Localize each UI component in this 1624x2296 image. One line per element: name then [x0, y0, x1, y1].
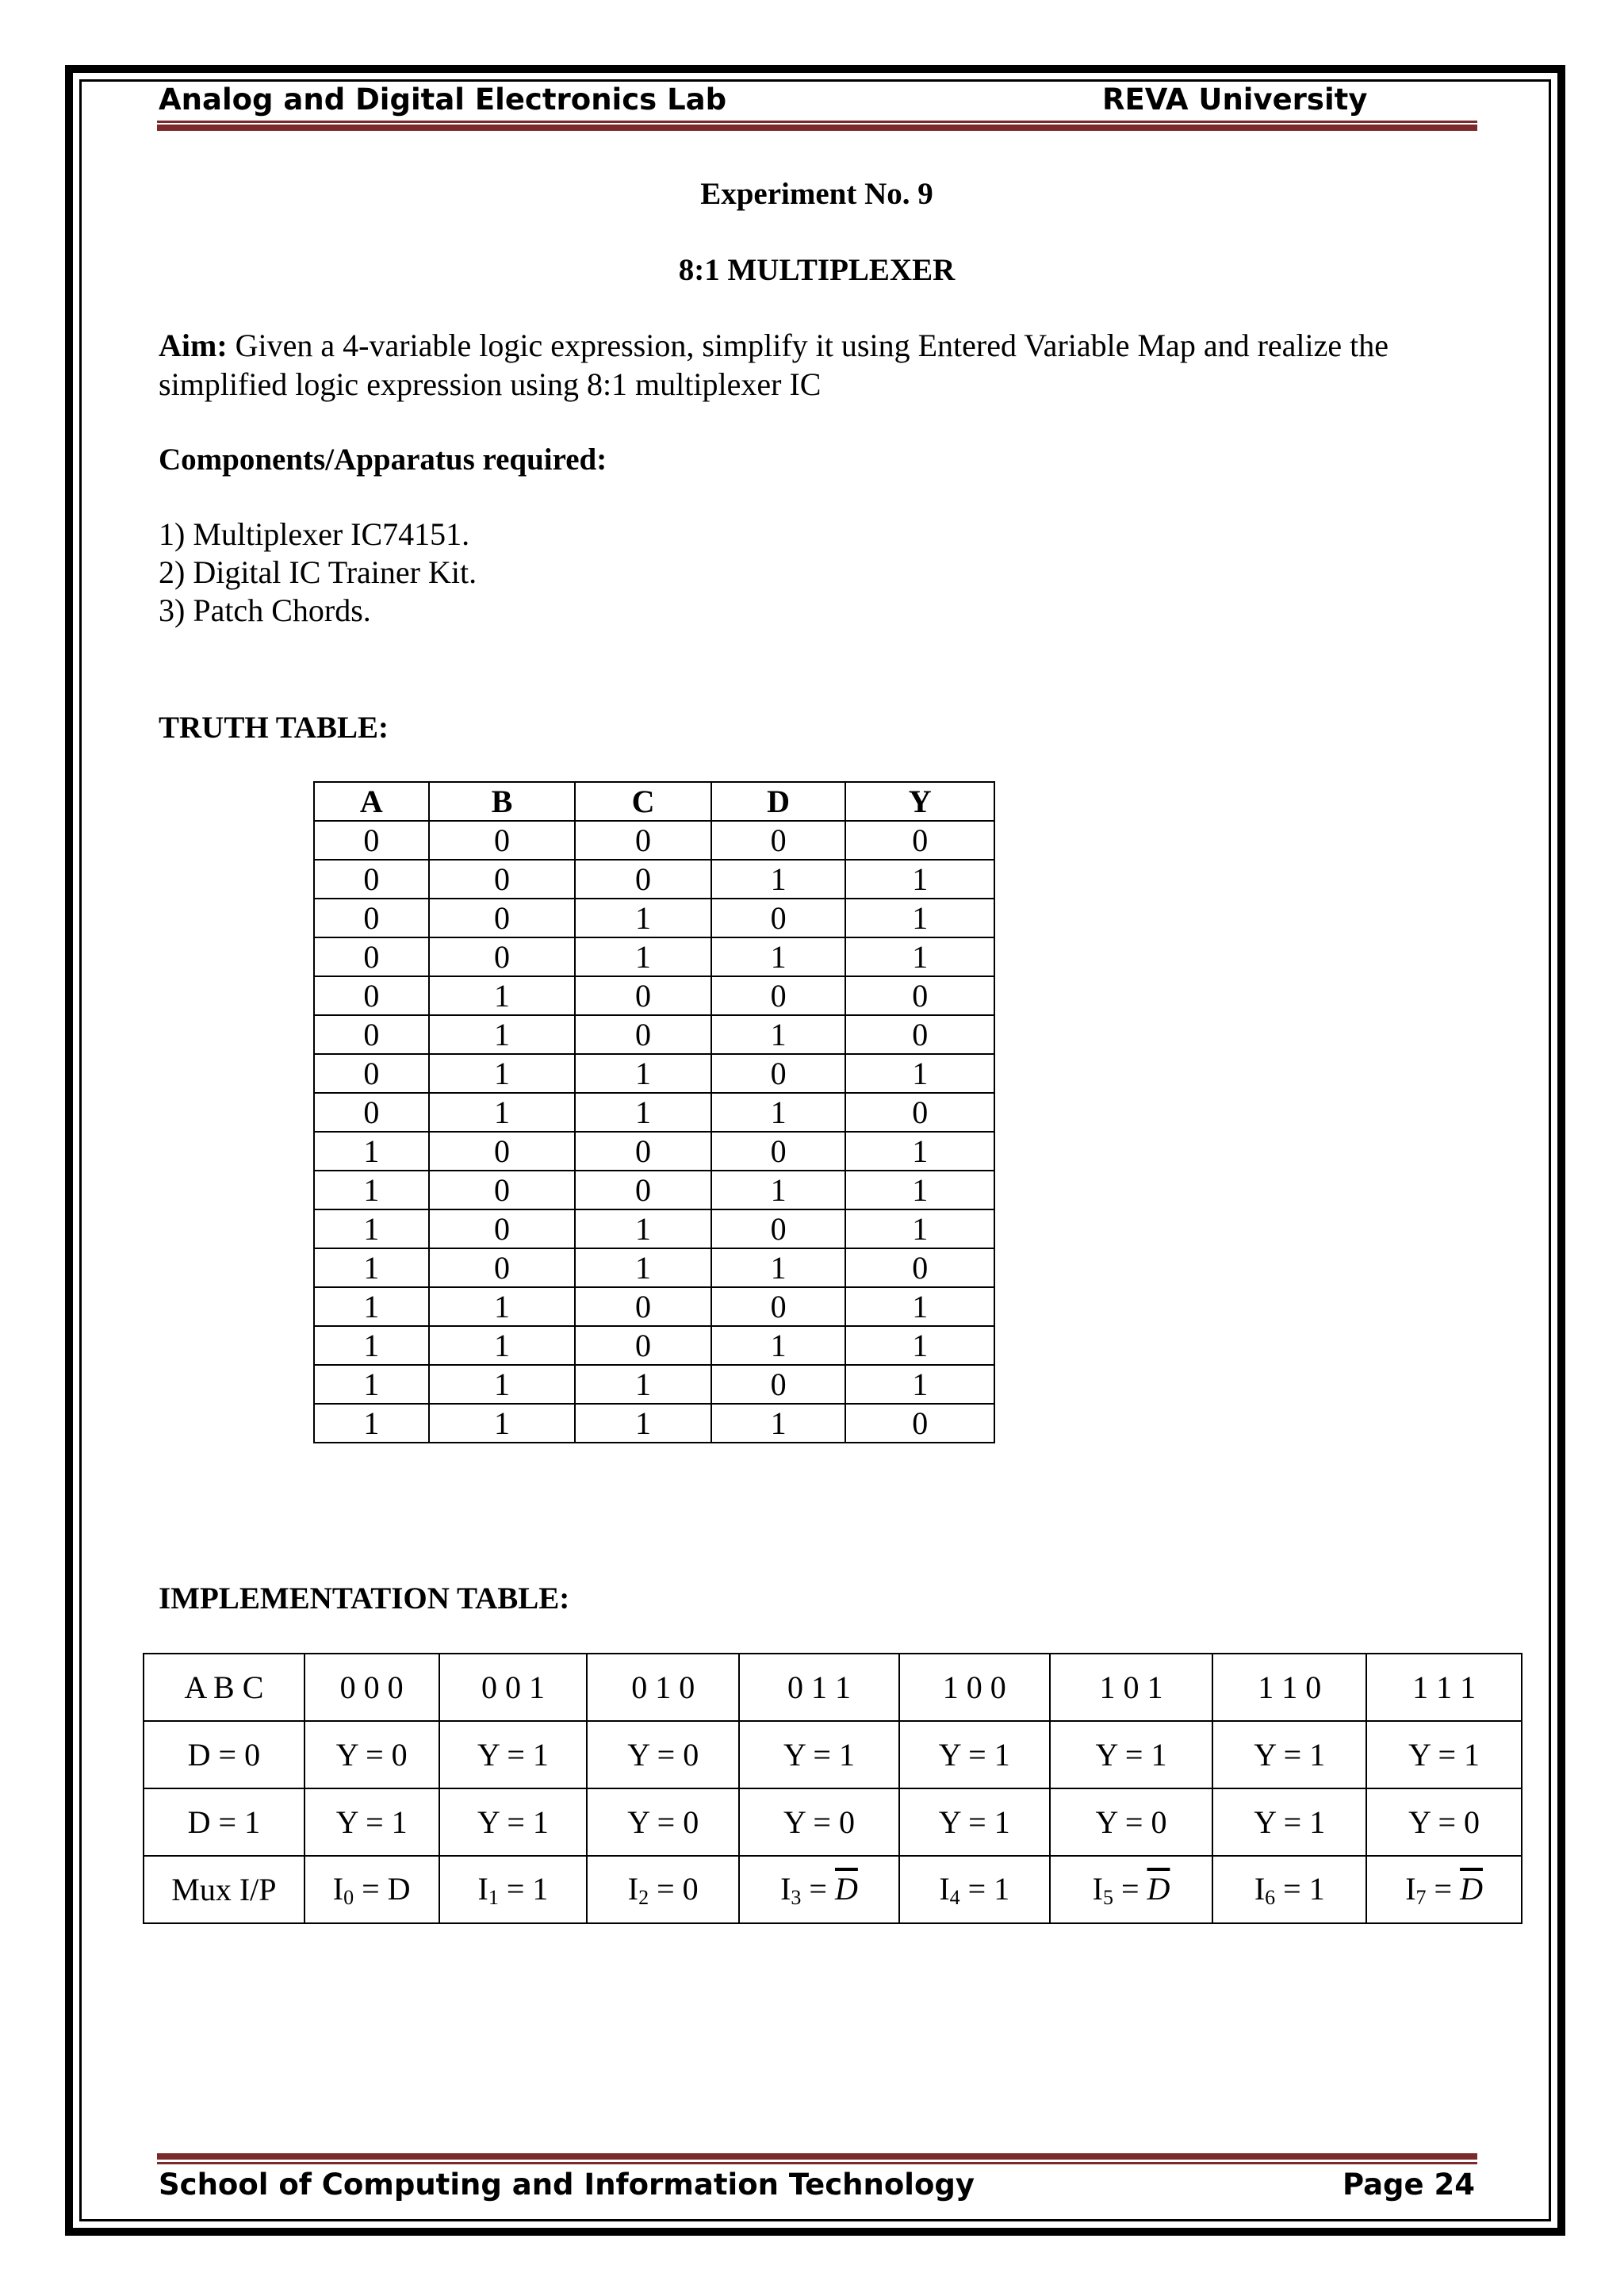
- truth-table-cell: 1: [314, 1404, 429, 1443]
- truth-table-cell: 1: [575, 1248, 711, 1287]
- truth-table-cell: 0: [314, 821, 429, 860]
- truth-table-cell: 1: [314, 1209, 429, 1248]
- truth-table-cell: 1: [711, 937, 846, 976]
- mux-input-base: I: [1405, 1870, 1416, 1907]
- table-row: [314, 1209, 994, 1248]
- table-row: [314, 1054, 994, 1093]
- mux-input-value: D: [387, 1870, 411, 1907]
- truth-table-cell: 0: [711, 1132, 846, 1171]
- mux-input-cell: [739, 1856, 899, 1923]
- truth-table-column-header: C: [575, 782, 711, 821]
- truth-table-cell: 0: [314, 976, 429, 1015]
- mux-input-value: 1: [994, 1870, 1010, 1907]
- truth-table-cell: 0: [575, 1287, 711, 1326]
- truth-table-cell: 1: [429, 1326, 576, 1365]
- mux-input-cell: [1366, 1856, 1522, 1923]
- implementation-table-cell: 1 1 1: [1366, 1654, 1522, 1721]
- implementation-table: [143, 1653, 1522, 1924]
- truth-table-cell: 1: [711, 1326, 846, 1365]
- table-row: [314, 1132, 994, 1171]
- truth-table-cell: 0: [314, 1015, 429, 1054]
- truth-table-cell: 1: [575, 899, 711, 937]
- mux-input-value-negated: $\overline{D}$: [1460, 1870, 1483, 1907]
- truth-table-cell: 0: [429, 937, 576, 976]
- component-item: 3) Patch Chords.: [159, 592, 371, 628]
- truth-table-header-row: [314, 782, 994, 821]
- mux-input-equals: =: [498, 1870, 533, 1907]
- implementation-table-cell: Y = 0: [1050, 1788, 1213, 1856]
- truth-table-cell: 0: [429, 1248, 576, 1287]
- truth-table-cell: 0: [845, 1015, 994, 1054]
- implementation-table-cell: A B C: [144, 1654, 304, 1721]
- truth-table-cell: 0: [575, 860, 711, 899]
- table-row: [144, 1654, 1522, 1721]
- truth-table-column-header: B: [429, 782, 576, 821]
- truth-table-cell: 1: [429, 1365, 576, 1404]
- truth-table-cell: 0: [314, 899, 429, 937]
- mux-input-equals: =: [1426, 1870, 1461, 1907]
- truth-table-cell: 1: [575, 1365, 711, 1404]
- truth-table-column-header: Y: [845, 782, 994, 821]
- implementation-table-cell: Y = 1: [439, 1788, 588, 1856]
- truth-table-cell: 1: [575, 937, 711, 976]
- implementation-table-cell: 1 0 1: [1050, 1654, 1213, 1721]
- table-row: [314, 899, 994, 937]
- table-row: [314, 1171, 994, 1209]
- truth-table-cell: 0: [314, 1054, 429, 1093]
- truth-table-cell: 1: [845, 860, 994, 899]
- truth-table-cell: 1: [575, 1093, 711, 1132]
- implementation-table-cell: 1 0 0: [899, 1654, 1050, 1721]
- truth-table-cell: 0: [314, 1093, 429, 1132]
- mux-input-cell: [1212, 1856, 1366, 1923]
- truth-table-cell: 0: [575, 1326, 711, 1365]
- mux-input-equals: =: [1275, 1870, 1309, 1907]
- truth-table-cell: 0: [429, 899, 576, 937]
- mux-input-base: I: [780, 1870, 791, 1907]
- implementation-table-cell: Y = 0: [304, 1721, 439, 1788]
- mux-input-equals: =: [649, 1870, 683, 1907]
- implementation-table-cell: 1 1 0: [1212, 1654, 1366, 1721]
- truth-table-cell: 1: [711, 1015, 846, 1054]
- truth-table-cell: 1: [845, 1132, 994, 1171]
- truth-table-cell: 0: [711, 1287, 846, 1326]
- mux-input-cell: [439, 1856, 588, 1923]
- truth-table-cell: 1: [845, 1209, 994, 1248]
- truth-table-cell: 1: [845, 899, 994, 937]
- truth-table-cell: 0: [845, 1404, 994, 1443]
- mux-input-subscript: 6: [1265, 1885, 1276, 1909]
- truth-table-cell: 0: [711, 1209, 846, 1248]
- page-header: [159, 82, 1475, 119]
- header-rule-thick: [157, 125, 1477, 131]
- truth-table-column-header: A: [314, 782, 429, 821]
- mux-input-label: Mux I/P: [144, 1856, 304, 1923]
- implementation-table-cell: D = 1: [144, 1788, 304, 1856]
- header-rule-thin: [157, 121, 1477, 123]
- table-row: [314, 1093, 994, 1132]
- truth-table-cell: 1: [845, 1365, 994, 1404]
- truth-table-cell: 1: [314, 1171, 429, 1209]
- aim-paragraph: [159, 326, 1475, 404]
- truth-table-cell: 1: [429, 976, 576, 1015]
- truth-table-cell: 1: [429, 1054, 576, 1093]
- mux-input-equals: =: [801, 1870, 835, 1907]
- components-heading: Components/Apparatus required:: [159, 443, 607, 477]
- mux-input-subscript: 4: [949, 1885, 960, 1909]
- truth-table-cell: 1: [429, 1287, 576, 1326]
- truth-table-cell: 1: [575, 1054, 711, 1093]
- mux-input-cell: [304, 1856, 439, 1923]
- truth-table-cell: 0: [575, 976, 711, 1015]
- truth-table-cell: 0: [575, 821, 711, 860]
- mux-input-subscript: 3: [791, 1885, 802, 1909]
- table-row: [144, 1721, 1522, 1788]
- component-item: 1) Multiplexer IC74151.: [159, 516, 470, 552]
- truth-table-cell: 1: [711, 860, 846, 899]
- truth-table-cell: 1: [845, 1287, 994, 1326]
- table-row: [314, 976, 994, 1015]
- component-item: 2) Digital IC Trainer Kit.: [159, 554, 477, 590]
- table-row: [314, 1248, 994, 1287]
- mux-input-subscript: 0: [343, 1885, 354, 1909]
- mux-input-cell: [1050, 1856, 1213, 1923]
- truth-table-cell: 0: [429, 860, 576, 899]
- truth-table-cell: 0: [711, 821, 846, 860]
- table-row: [314, 1287, 994, 1326]
- table-row: [314, 1326, 994, 1365]
- implementation-table-cell: Y = 1: [739, 1721, 899, 1788]
- truth-table-cell: 0: [429, 1171, 576, 1209]
- mux-input-value: 1: [1308, 1870, 1325, 1907]
- mux-input-value-negated: $\overline{D}$: [834, 1870, 858, 1907]
- aim-label: Aim:: [159, 328, 228, 363]
- truth-table-cell: 0: [429, 1132, 576, 1171]
- implementation-table-cell: Y = 0: [739, 1788, 899, 1856]
- truth-table-column-header: D: [711, 782, 846, 821]
- implementation-table-cell: Y = 1: [304, 1788, 439, 1856]
- mux-input-equals: =: [959, 1870, 994, 1907]
- implementation-table-cell: D = 0: [144, 1721, 304, 1788]
- implementation-table-cell: 0 1 0: [587, 1654, 739, 1721]
- implementation-table-cell: Y = 0: [587, 1721, 739, 1788]
- truth-table-cell: 1: [314, 1287, 429, 1326]
- truth-table-cell: 0: [429, 1209, 576, 1248]
- mux-input-base: I: [332, 1870, 344, 1907]
- implementation-table-heading: IMPLEMENTATION TABLE:: [159, 1581, 570, 1616]
- table-row: [314, 937, 994, 976]
- truth-table-cell: 1: [711, 1404, 846, 1443]
- implementation-table-cell: Y = 1: [899, 1721, 1050, 1788]
- truth-table-cell: 0: [575, 1015, 711, 1054]
- footer-rule-thick: [157, 2153, 1477, 2160]
- header-university: REVA University: [1102, 82, 1368, 117]
- truth-table-cell: 0: [314, 860, 429, 899]
- truth-table-cell: 0: [711, 1365, 846, 1404]
- header-course-title: Analog and Digital Electronics Lab: [159, 82, 727, 117]
- truth-table-cell: 1: [575, 1404, 711, 1443]
- implementation-table-cell: Y = 1: [899, 1788, 1050, 1856]
- page-footer: [159, 2168, 1475, 2204]
- mux-input-subscript: 2: [638, 1885, 649, 1909]
- table-row: [144, 1788, 1522, 1856]
- truth-table-heading: TRUTH TABLE:: [159, 711, 389, 745]
- truth-table-cell: 0: [845, 976, 994, 1015]
- mux-input-equals: =: [1113, 1870, 1147, 1907]
- mux-input-subscript: 5: [1102, 1885, 1113, 1909]
- mux-input-cell: [587, 1856, 739, 1923]
- truth-table-cell: 1: [711, 1171, 846, 1209]
- mux-input-base: I: [939, 1870, 950, 1907]
- implementation-table-cell: 0 0 0: [304, 1654, 439, 1721]
- table-row: [314, 1404, 994, 1443]
- truth-table-cell: 0: [845, 821, 994, 860]
- truth-table-cell: 1: [575, 1209, 711, 1248]
- truth-table: [313, 781, 995, 1443]
- implementation-table-cell: Y = 1: [1366, 1721, 1522, 1788]
- table-row: [314, 1365, 994, 1404]
- truth-table-cell: 0: [845, 1093, 994, 1132]
- mux-input-subscript: 7: [1415, 1885, 1427, 1909]
- truth-table-cell: 0: [314, 937, 429, 976]
- truth-table-cell: 1: [845, 937, 994, 976]
- implementation-table-cell: Y = 1: [1212, 1788, 1366, 1856]
- table-row: [314, 1015, 994, 1054]
- experiment-number: Experiment No. 9: [700, 177, 933, 211]
- footer-rule-thin: [157, 2162, 1477, 2164]
- implementation-table-cell: Y = 0: [587, 1788, 739, 1856]
- truth-table-cell: 1: [429, 1015, 576, 1054]
- mux-input-value: 0: [682, 1870, 699, 1907]
- truth-table-cell: 0: [429, 821, 576, 860]
- truth-table-cell: 0: [711, 1054, 846, 1093]
- experiment-title: 8:1 MULTIPLEXER: [678, 253, 956, 287]
- table-row: [314, 860, 994, 899]
- truth-table-cell: 0: [575, 1132, 711, 1171]
- implementation-table-cell: Y = 1: [1050, 1721, 1213, 1788]
- mux-input-subscript: 1: [488, 1885, 499, 1909]
- table-row: [314, 821, 994, 860]
- implementation-table-cell: Y = 0: [1366, 1788, 1522, 1856]
- mux-input-base: I: [477, 1870, 488, 1907]
- implementation-table-cell: Y = 1: [439, 1721, 588, 1788]
- implementation-table-cell: 0 0 1: [439, 1654, 588, 1721]
- implementation-table-cell: Y = 1: [1212, 1721, 1366, 1788]
- mux-input-base: I: [1092, 1870, 1103, 1907]
- mux-input-value: 1: [532, 1870, 549, 1907]
- truth-table-cell: 1: [711, 1093, 846, 1132]
- aim-text: Given a 4-variable logic expression, simplify it using Entered Variable Map and realize the simplified logic expression using 8:1 multiplexer IC: [159, 328, 1388, 402]
- components-list: [159, 516, 477, 630]
- mux-input-base: I: [627, 1870, 639, 1907]
- mux-input-value-negated: $\overline{D}$: [1147, 1870, 1170, 1907]
- footer-page-number: Page 24: [1342, 2168, 1475, 2202]
- truth-table-cell: 0: [575, 1171, 711, 1209]
- mux-input-base: I: [1254, 1870, 1266, 1907]
- implementation-table-cell: 0 1 1: [739, 1654, 899, 1721]
- truth-table-cell: 1: [314, 1326, 429, 1365]
- truth-table-cell: 1: [845, 1326, 994, 1365]
- mux-input-equals: =: [354, 1870, 388, 1907]
- truth-table-cell: 1: [314, 1248, 429, 1287]
- truth-table-cell: 1: [314, 1365, 429, 1404]
- truth-table-cell: 0: [845, 1248, 994, 1287]
- truth-table-cell: 1: [314, 1132, 429, 1171]
- truth-table-cell: 1: [845, 1171, 994, 1209]
- mux-input-row: [144, 1856, 1522, 1923]
- truth-table-cell: 1: [845, 1054, 994, 1093]
- truth-table-cell: 0: [711, 899, 846, 937]
- mux-input-cell: [899, 1856, 1050, 1923]
- truth-table-cell: 1: [711, 1248, 846, 1287]
- truth-table-cell: 1: [429, 1404, 576, 1443]
- truth-table-cell: 1: [429, 1093, 576, 1132]
- truth-table-cell: 0: [711, 976, 846, 1015]
- footer-school: School of Computing and Information Technology: [159, 2168, 975, 2202]
